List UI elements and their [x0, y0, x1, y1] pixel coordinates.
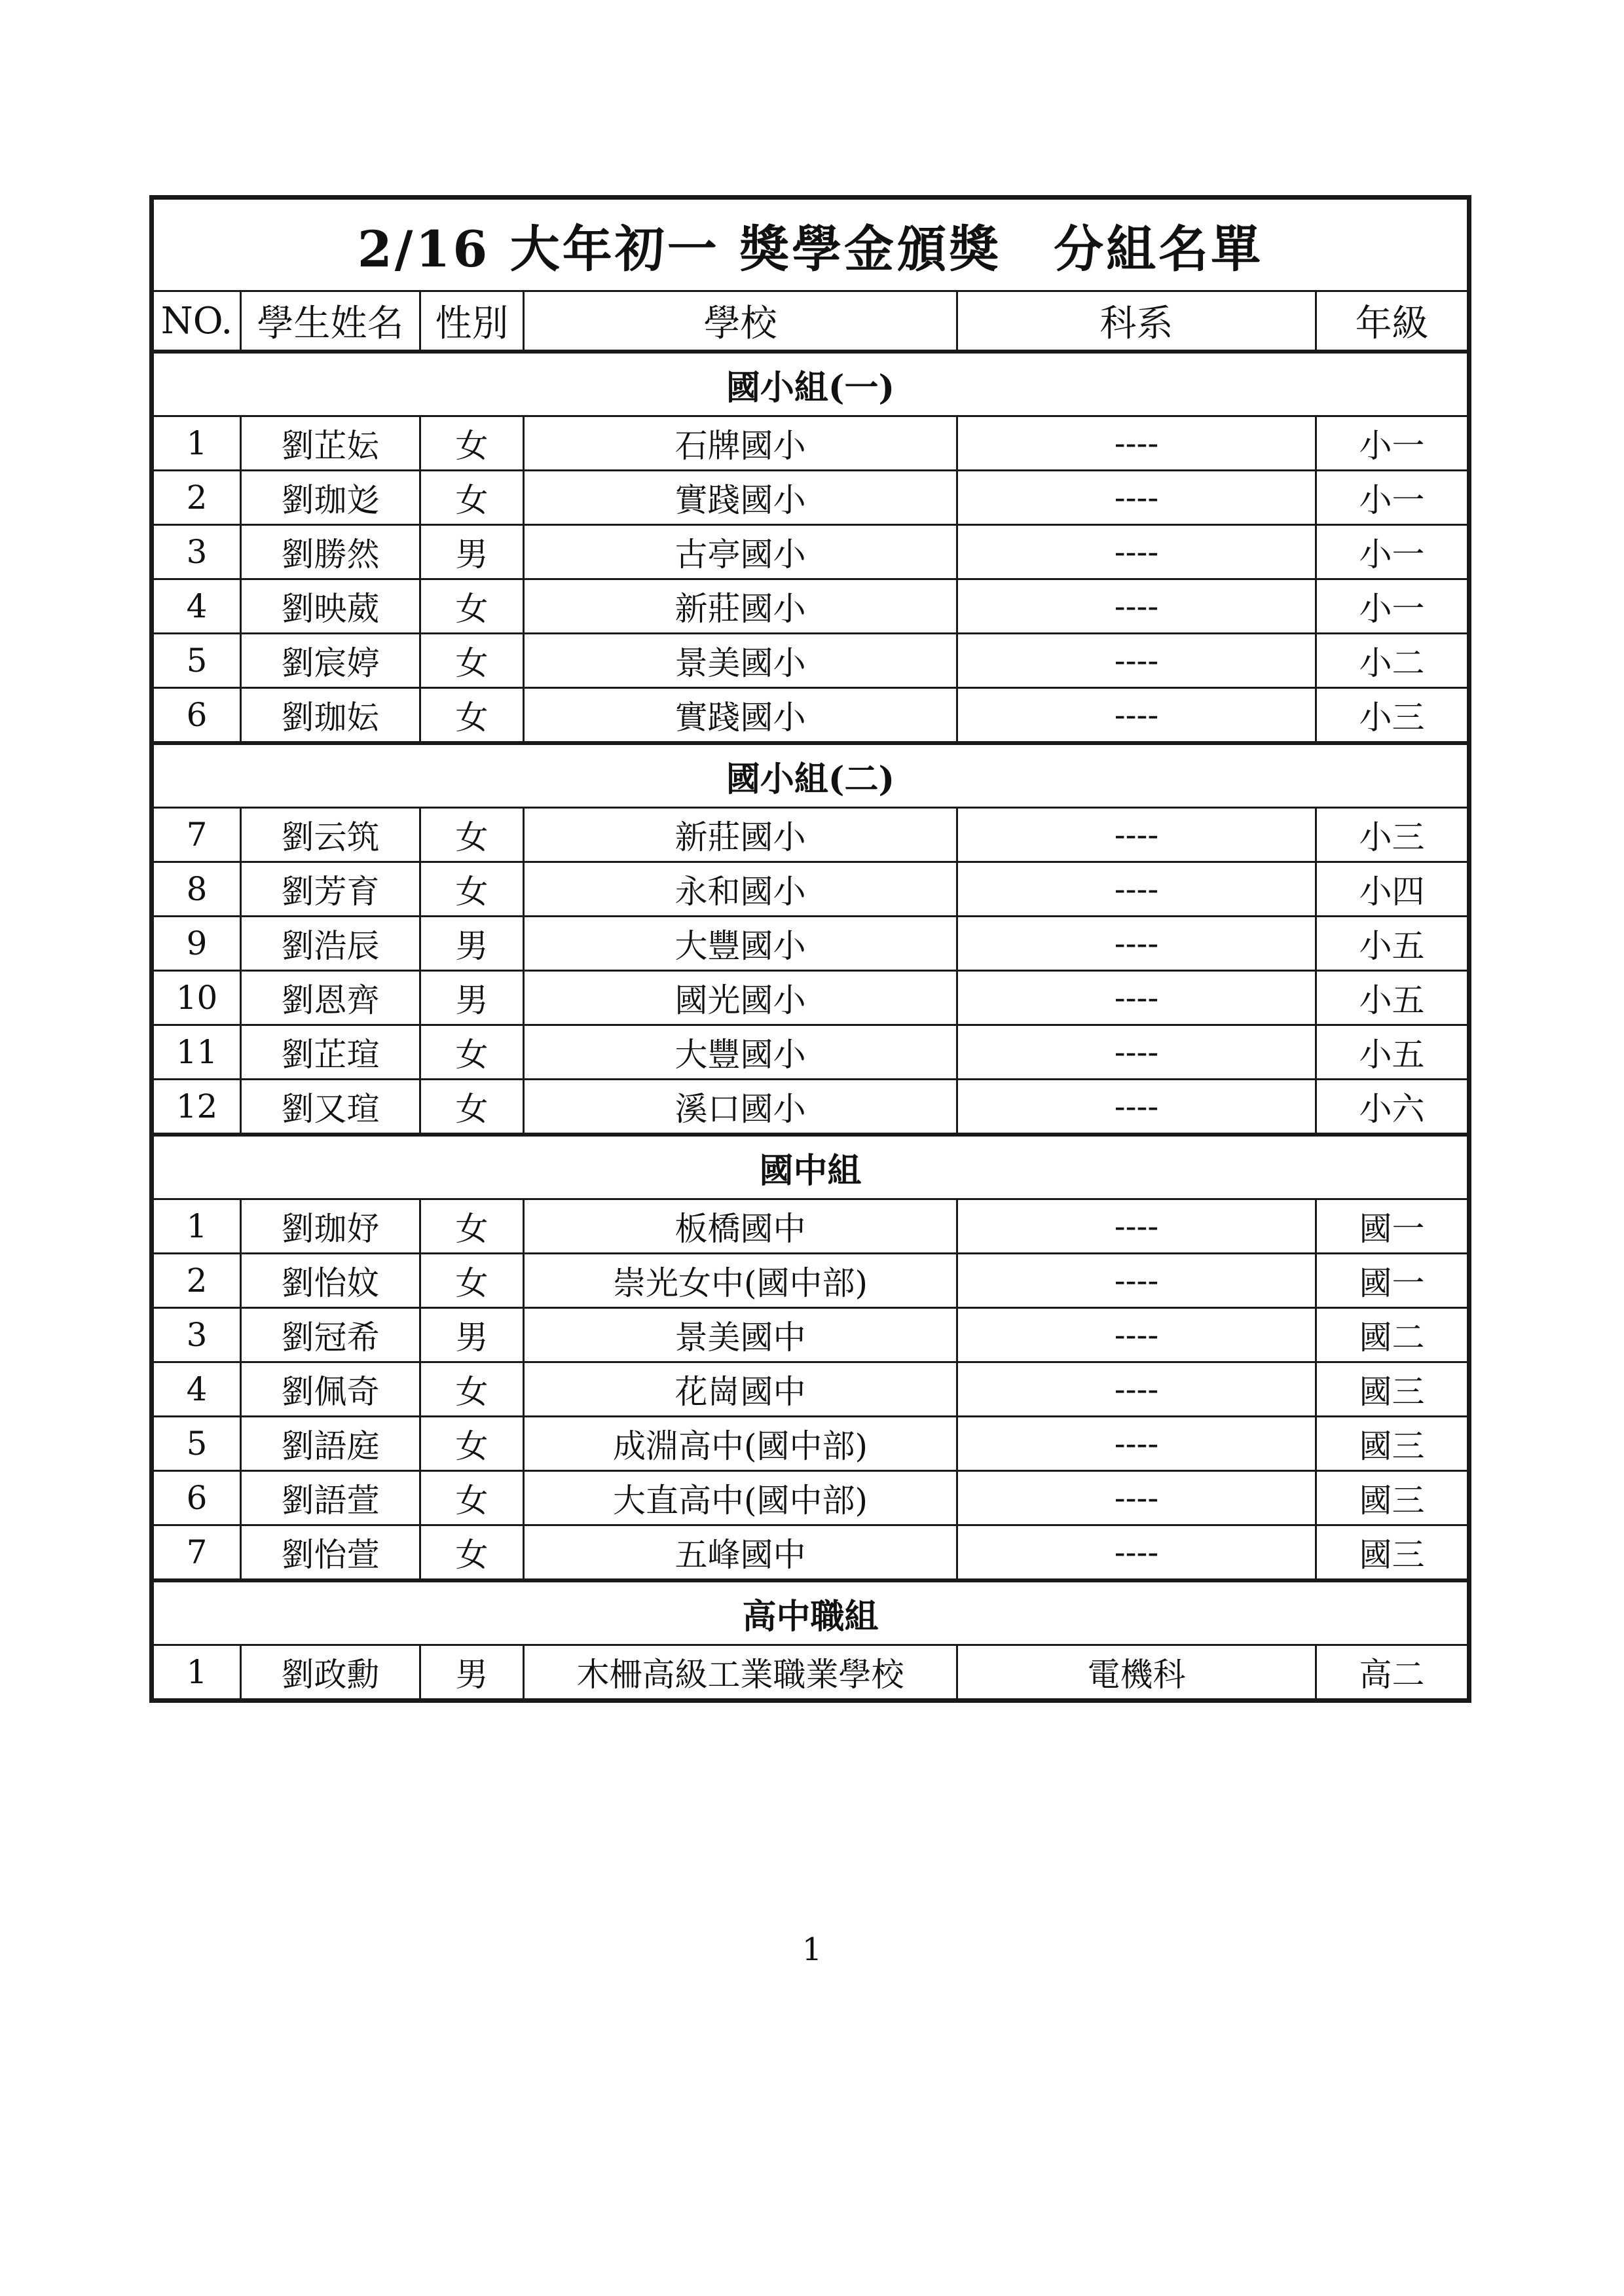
header-row [152, 291, 1469, 352]
cell-no: 12 [152, 1080, 241, 1135]
cell-school: 大豐國小 [524, 917, 957, 971]
cell-student-name: 劉浩辰 [241, 917, 420, 971]
cell-department: ---- [957, 416, 1316, 471]
cell-student-name: 劉芳育 [241, 862, 420, 917]
group-section [152, 352, 1469, 743]
cell-student-name: 劉勝然 [241, 525, 420, 579]
cell-department: ---- [957, 808, 1316, 862]
cell-gender: 女 [420, 808, 524, 862]
cell-department: ---- [957, 579, 1316, 634]
cell-grade: 國一 [1316, 1254, 1469, 1308]
table-row [152, 1199, 1469, 1254]
cell-gender: 女 [420, 634, 524, 688]
cell-school: 木柵高級工業職業學校 [524, 1645, 957, 1701]
table-row [152, 917, 1469, 971]
cell-school: 花崗國中 [524, 1362, 957, 1417]
cell-no: 9 [152, 917, 241, 971]
cell-grade: 國二 [1316, 1308, 1469, 1362]
cell-department: ---- [957, 525, 1316, 579]
cell-student-name: 劉映葳 [241, 579, 420, 634]
cell-gender: 男 [420, 1645, 524, 1701]
cell-school: 崇光女中(國中部) [524, 1254, 957, 1308]
cell-student-name: 劉恩齊 [241, 971, 420, 1025]
table-row [152, 1645, 1469, 1701]
cell-no: 6 [152, 688, 241, 744]
cell-student-name: 劉芷瑄 [241, 1025, 420, 1080]
group-header-row [152, 352, 1469, 416]
cell-department: ---- [957, 1417, 1316, 1471]
group-name: 國小組(二) [152, 743, 1469, 808]
cell-no: 4 [152, 579, 241, 634]
cell-school: 成淵高中(國中部) [524, 1417, 957, 1471]
cell-school: 實踐國小 [524, 688, 957, 744]
cell-grade: 國三 [1316, 1362, 1469, 1417]
cell-department: ---- [957, 1308, 1316, 1362]
cell-department: ---- [957, 1471, 1316, 1525]
cell-student-name: 劉佩奇 [241, 1362, 420, 1417]
cell-gender: 女 [420, 579, 524, 634]
cell-gender: 男 [420, 917, 524, 971]
cell-student-name: 劉冠希 [241, 1308, 420, 1362]
cell-no: 3 [152, 1308, 241, 1362]
cell-student-name: 劉云筑 [241, 808, 420, 862]
award-list-table [149, 195, 1471, 1703]
cell-grade: 小一 [1316, 471, 1469, 525]
cell-gender: 男 [420, 1308, 524, 1362]
cell-department: ---- [957, 971, 1316, 1025]
cell-gender: 女 [420, 1199, 524, 1254]
cell-school: 石牌國小 [524, 416, 957, 471]
table-row [152, 1254, 1469, 1308]
cell-grade: 小六 [1316, 1080, 1469, 1135]
cell-department: ---- [957, 634, 1316, 688]
cell-grade: 小三 [1316, 808, 1469, 862]
table-row [152, 525, 1469, 579]
cell-grade: 國三 [1316, 1471, 1469, 1525]
cell-student-name: 劉語庭 [241, 1417, 420, 1471]
cell-student-name: 劉語萱 [241, 1471, 420, 1525]
table-row [152, 971, 1469, 1025]
cell-gender: 女 [420, 1362, 524, 1417]
cell-no: 5 [152, 1417, 241, 1471]
cell-no: 2 [152, 471, 241, 525]
cell-gender: 女 [420, 862, 524, 917]
cell-gender: 女 [420, 1525, 524, 1581]
cell-grade: 國一 [1316, 1199, 1469, 1254]
cell-school: 國光國小 [524, 971, 957, 1025]
cell-school: 景美國小 [524, 634, 957, 688]
sheet-title: 2/16 大年初一 獎學金頒獎 分組名單 [152, 198, 1469, 291]
cell-department: 電機科 [957, 1645, 1316, 1701]
cell-no: 2 [152, 1254, 241, 1308]
cell-department: ---- [957, 1254, 1316, 1308]
table-row [152, 862, 1469, 917]
cell-school: 溪口國小 [524, 1080, 957, 1135]
cell-gender: 女 [420, 1080, 524, 1135]
cell-grade: 小二 [1316, 634, 1469, 688]
cell-school: 板橋國中 [524, 1199, 957, 1254]
cell-no: 5 [152, 634, 241, 688]
cell-gender: 男 [420, 971, 524, 1025]
col-header-gender: 性別 [420, 291, 524, 352]
cell-student-name: 劉宸婷 [241, 634, 420, 688]
cell-grade: 小一 [1316, 579, 1469, 634]
cell-no: 6 [152, 1471, 241, 1525]
cell-school: 永和國小 [524, 862, 957, 917]
table-row [152, 416, 1469, 471]
cell-gender: 女 [420, 1025, 524, 1080]
cell-student-name: 劉政勳 [241, 1645, 420, 1701]
group-header-row [152, 743, 1469, 808]
table-row [152, 1025, 1469, 1080]
table-row [152, 579, 1469, 634]
table-row [152, 808, 1469, 862]
cell-gender: 男 [420, 525, 524, 579]
cell-no: 4 [152, 1362, 241, 1417]
group-section [152, 743, 1469, 1135]
cell-grade: 國三 [1316, 1417, 1469, 1471]
col-header-student-name: 學生姓名 [241, 291, 420, 352]
table-row [152, 1080, 1469, 1135]
cell-school: 新莊國小 [524, 579, 957, 634]
group-name: 高中職組 [152, 1580, 1469, 1645]
cell-gender: 女 [420, 416, 524, 471]
cell-department: ---- [957, 862, 1316, 917]
cell-student-name: 劉珈妘 [241, 688, 420, 744]
page-number: 1 [802, 1931, 822, 1968]
cell-department: ---- [957, 1025, 1316, 1080]
col-header-department: 科系 [957, 291, 1316, 352]
group-section [152, 1580, 1469, 1701]
table-row [152, 688, 1469, 744]
cell-school: 五峰國中 [524, 1525, 957, 1581]
group-header-row [152, 1135, 1469, 1199]
cell-grade: 小一 [1316, 525, 1469, 579]
table-row [152, 471, 1469, 525]
cell-grade: 高二 [1316, 1645, 1469, 1701]
cell-no: 3 [152, 525, 241, 579]
cell-department: ---- [957, 471, 1316, 525]
cell-grade: 小五 [1316, 917, 1469, 971]
group-name: 國小組(一) [152, 352, 1469, 416]
cell-grade: 小五 [1316, 1025, 1469, 1080]
cell-student-name: 劉又瑄 [241, 1080, 420, 1135]
cell-school: 景美國中 [524, 1308, 957, 1362]
group-name: 國中組 [152, 1135, 1469, 1199]
cell-department: ---- [957, 917, 1316, 971]
cell-school: 實踐國小 [524, 471, 957, 525]
cell-student-name: 劉珈妤 [241, 1199, 420, 1254]
col-header-grade: 年級 [1316, 291, 1469, 352]
cell-department: ---- [957, 1080, 1316, 1135]
cell-gender: 女 [420, 471, 524, 525]
cell-student-name: 劉芷妘 [241, 416, 420, 471]
table-row [152, 1362, 1469, 1417]
cell-school: 新莊國小 [524, 808, 957, 862]
col-header-school: 學校 [524, 291, 957, 352]
table-row [152, 1525, 1469, 1581]
cell-no: 10 [152, 971, 241, 1025]
cell-no: 7 [152, 808, 241, 862]
col-header-no: NO. [152, 291, 241, 352]
cell-gender: 女 [420, 1471, 524, 1525]
cell-department: ---- [957, 1362, 1316, 1417]
table-row [152, 634, 1469, 688]
cell-school: 大豐國小 [524, 1025, 957, 1080]
title-row [152, 198, 1469, 291]
cell-no: 11 [152, 1025, 241, 1080]
cell-student-name: 劉怡妏 [241, 1254, 420, 1308]
cell-grade: 小三 [1316, 688, 1469, 744]
table-row [152, 1471, 1469, 1525]
cell-grade: 小四 [1316, 862, 1469, 917]
cell-no: 7 [152, 1525, 241, 1581]
cell-no: 1 [152, 1645, 241, 1701]
cell-gender: 女 [420, 688, 524, 744]
cell-student-name: 劉珈彣 [241, 471, 420, 525]
cell-school: 古亭國小 [524, 525, 957, 579]
cell-gender: 女 [420, 1417, 524, 1471]
table-row [152, 1308, 1469, 1362]
cell-no: 1 [152, 416, 241, 471]
cell-school: 大直高中(國中部) [524, 1471, 957, 1525]
cell-department: ---- [957, 1199, 1316, 1254]
table-row [152, 1417, 1469, 1471]
cell-department: ---- [957, 688, 1316, 744]
group-header-row [152, 1580, 1469, 1645]
group-section [152, 1135, 1469, 1580]
cell-student-name: 劉怡萱 [241, 1525, 420, 1581]
cell-no: 1 [152, 1199, 241, 1254]
cell-no: 8 [152, 862, 241, 917]
cell-gender: 女 [420, 1254, 524, 1308]
cell-grade: 國三 [1316, 1525, 1469, 1581]
cell-department: ---- [957, 1525, 1316, 1581]
cell-grade: 小一 [1316, 416, 1469, 471]
cell-grade: 小五 [1316, 971, 1469, 1025]
